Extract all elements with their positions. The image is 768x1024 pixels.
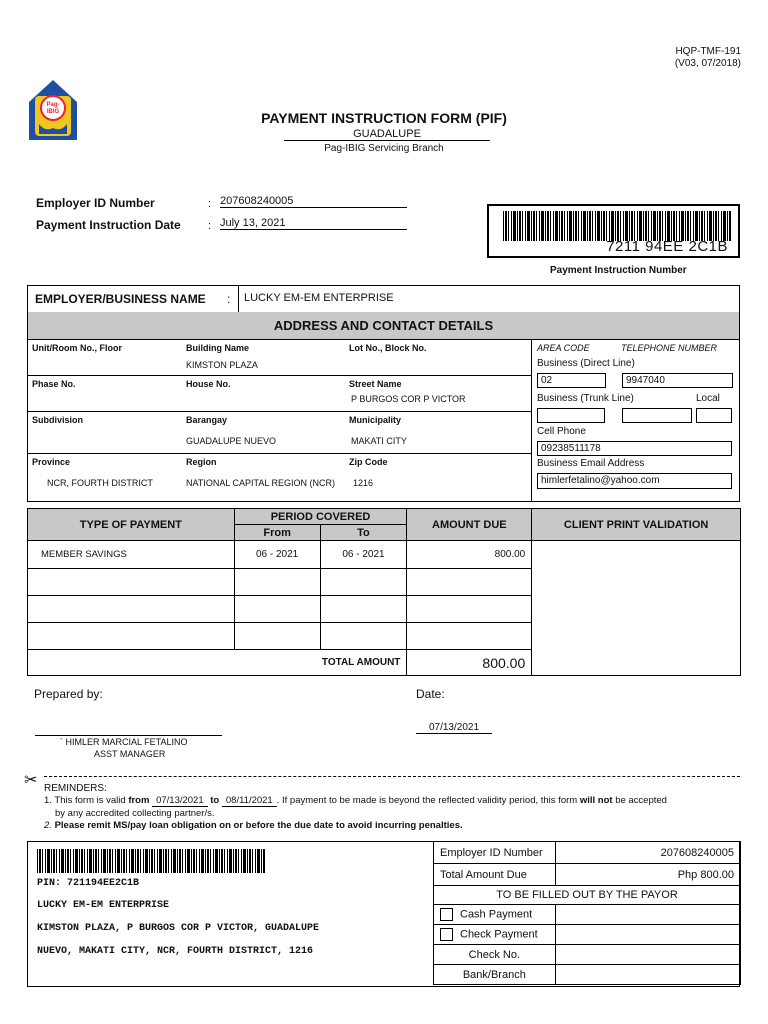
reminder-1-will-not: will not — [579, 795, 613, 806]
trunk-number-field — [622, 408, 692, 423]
period-to: 06 - 2021 — [320, 541, 407, 569]
period-from — [234, 596, 320, 623]
barangay-label: Barangay — [186, 415, 228, 425]
reminder-2-num: 2. — [44, 820, 52, 831]
pin-number: 7211 94EE 2C1B — [606, 238, 728, 255]
street-label: Street Name — [349, 379, 402, 389]
branch-label: Pag-IBIG Servicing Branch — [324, 143, 444, 154]
colon: : — [227, 292, 231, 306]
reminder-1-to: to — [210, 795, 220, 806]
lot-label: Lot No., Block No. — [349, 343, 427, 353]
cell-phone-label: Cell Phone — [537, 426, 586, 437]
amount-header: AMOUNT DUE — [407, 509, 532, 541]
pin-barcode-box — [487, 204, 740, 258]
colon: : — [208, 198, 212, 210]
date-label: Date: — [416, 687, 445, 701]
svg-text:Pag-: Pag- — [46, 102, 60, 108]
stub-employer-id-value: 207608240005 — [555, 842, 740, 864]
province-value: NCR, FOURTH DISTRICT — [47, 478, 153, 488]
email-field: himlerfetalino@yahoo.com — [537, 473, 732, 489]
form-version: (V03, 07/2018) — [674, 58, 741, 69]
check-payment-checkbox[interactable] — [440, 928, 453, 941]
street-value: P BURGOS COR P VICTOR — [351, 394, 466, 404]
reminder-2 — [44, 820, 463, 831]
payor-header: TO BE FILLED OUT BY THE PAYOR — [434, 886, 741, 905]
cell-phone-field: 09238511178 — [537, 441, 732, 456]
prepared-by-label: Prepared by: — [34, 687, 103, 701]
valid-from-date: 07/13/2021 — [152, 795, 208, 807]
reminder-1-text: This form is valid — [54, 795, 126, 806]
check-no-field[interactable] — [555, 945, 740, 965]
from-header: From — [234, 525, 320, 541]
form-title: PAYMENT INSTRUCTION FORM (PIF) — [261, 110, 507, 126]
email-label: Business Email Address — [537, 458, 645, 469]
pi-date-value: July 13, 2021 — [220, 217, 407, 230]
stub-barcode — [37, 849, 265, 873]
check-payment-label: Check Payment — [460, 928, 538, 941]
subdivision-label: Subdivision — [32, 415, 84, 425]
form-code: HQP-TMF-191 — [675, 46, 741, 57]
telephone-label: TELEPHONE NUMBER — [621, 343, 718, 353]
payment-type — [28, 596, 235, 623]
prepared-date: 07/13/2021 — [416, 722, 492, 734]
preparer-title: ASST MANAGER — [94, 749, 166, 759]
check-no-label: Check No. — [434, 945, 556, 965]
form-code-block — [675, 46, 741, 70]
to-header: To — [320, 525, 407, 541]
phase-label: Phase No. — [32, 379, 76, 389]
municipality-value: MAKATI CITY — [351, 436, 407, 446]
cash-payment-field[interactable] — [555, 905, 740, 925]
type-header: TYPE OF PAYMENT — [28, 509, 235, 541]
reminders-title: REMINDERS: — [44, 783, 107, 794]
amount-due — [407, 569, 532, 596]
unit-label: Unit/Room No., Floor — [32, 343, 122, 353]
validation-header: CLIENT PRINT VALIDATION — [532, 509, 741, 541]
trunk-line-label: Business (Trunk Line) — [537, 393, 634, 404]
period-to — [320, 569, 407, 596]
signature-line — [35, 735, 222, 736]
stub-pin: PIN: 721194EE2C1B — [37, 878, 140, 889]
province-label: Province — [32, 457, 71, 467]
trunk-area-field — [537, 408, 605, 423]
payment-type — [28, 569, 235, 596]
preparer-name: ` HIMLER MARCIAL FETALINO — [60, 737, 188, 747]
payment-table — [27, 508, 741, 676]
area-code-field: 02 — [537, 373, 606, 388]
address-section — [27, 285, 740, 502]
branch-name: GUADALUPE — [284, 128, 490, 141]
employer-name-label: EMPLOYER/BUSINESS NAME — [35, 292, 206, 306]
telephone-field: 9947040 — [622, 373, 733, 388]
stub-employer-name: LUCKY EM-EM ENTERPRISE — [37, 900, 170, 911]
period-from — [234, 569, 320, 596]
region-value: NATIONAL CAPITAL REGION (NCR) — [186, 478, 336, 488]
svg-text:IBIG: IBIG — [46, 109, 60, 115]
table-row — [28, 541, 741, 569]
reminder-2-text: Please remit MS/pay loan obligation on or before the due date to avoid incurring penalties. — [54, 820, 463, 831]
employer-id-label: Employer ID Number — [36, 196, 155, 210]
reminder-1-num: 1. — [44, 795, 52, 806]
barangay-value: GUADALUPE NUEVO — [186, 436, 277, 446]
zip-label: Zip Code — [349, 457, 388, 467]
building-value: KIMSTON PLAZA — [186, 360, 258, 370]
payment-type — [28, 623, 235, 650]
reminder-1-text-b: . If payment to be made is beyond the reflected validity period, this form — [276, 795, 578, 806]
colon: : — [208, 220, 212, 232]
reminder-1-cont: by any accredited collecting partner/s. — [55, 808, 215, 819]
bank-branch-label: Bank/Branch — [434, 965, 556, 985]
region-label: Region — [186, 457, 217, 467]
period-to — [320, 596, 407, 623]
cash-payment-label: Cash Payment — [460, 908, 533, 921]
pin-barcode — [503, 211, 731, 241]
period-from: 06 - 2021 — [234, 541, 320, 569]
pi-date-label: Payment Instruction Date — [36, 218, 181, 232]
payment-type: MEMBER SAVINGS — [28, 541, 235, 569]
employer-id-value: 207608240005 — [220, 195, 407, 208]
building-label: Building Name — [186, 343, 250, 353]
zip-value: 1216 — [353, 478, 374, 488]
municipality-label: Municipality — [349, 415, 402, 425]
period-header: PERIOD COVERED — [234, 509, 407, 525]
stub-address-line-1: KIMSTON PLAZA, P BURGOS COR P VICTOR, GUADALUPE — [37, 923, 320, 934]
cash-payment-checkbox[interactable] — [440, 908, 453, 921]
stub-employer-id-label: Employer ID Number — [434, 842, 556, 864]
trunk-local-field — [696, 408, 732, 423]
total-amount-label: TOTAL AMOUNT — [28, 650, 407, 676]
address-header: ADDRESS AND CONTACT DETAILS — [28, 312, 739, 340]
scissors-icon: ✂ — [24, 772, 38, 789]
stub-total-due-label: Total Amount Due — [434, 864, 556, 886]
reminder-1-text-c: be accepted — [615, 795, 667, 806]
local-label: Local — [696, 393, 720, 404]
period-from — [234, 623, 320, 650]
bank-branch-field[interactable] — [555, 965, 740, 985]
amount-due — [407, 623, 532, 650]
stub-total-due-value: Php 800.00 — [555, 864, 740, 886]
cut-line — [44, 776, 740, 777]
period-to — [320, 623, 407, 650]
total-amount-value: 800.00 — [407, 650, 532, 676]
house-label: House No. — [186, 379, 231, 389]
client-print-validation-area — [532, 541, 741, 676]
pin-label: Payment Instruction Number — [550, 265, 687, 276]
reminder-1-from: from — [128, 795, 150, 806]
area-code-label: AREA CODE — [537, 343, 590, 353]
reminder-1 — [44, 795, 667, 806]
direct-line-label: Business (Direct Line) — [537, 358, 635, 369]
stub-address-line-2: NUEVO, MAKATI CITY, NCR, FOURTH DISTRICT, 1216 — [37, 946, 314, 957]
check-payment-field[interactable] — [555, 925, 740, 945]
payment-stub — [27, 841, 740, 987]
amount-due — [407, 596, 532, 623]
valid-to-date: 08/11/2021 — [222, 795, 277, 807]
amount-due: 800.00 — [407, 541, 532, 569]
employer-name-value: LUCKY EM-EM ENTERPRISE — [244, 292, 394, 304]
